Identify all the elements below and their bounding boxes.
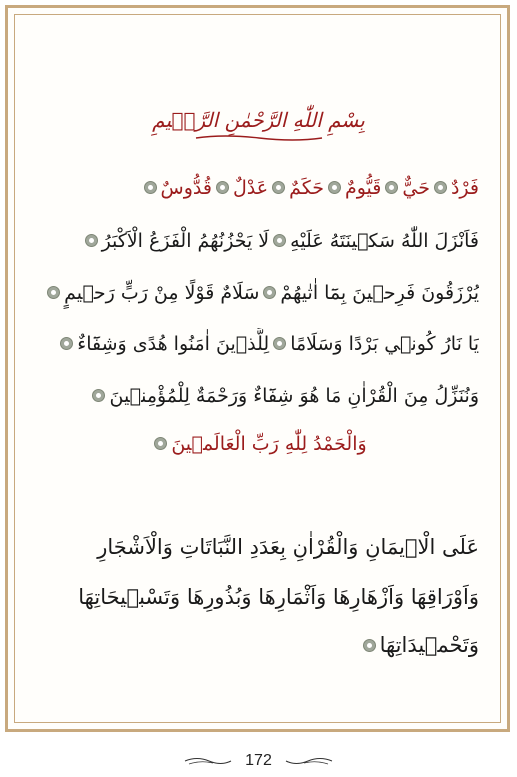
rosette-icon	[363, 639, 376, 652]
names-line	[30, 172, 479, 204]
verse-text: يَا نَارُ كُون۪ي بَرْدًا وَسَلَامًا	[290, 333, 479, 355]
hamd-line	[0, 428, 517, 460]
rosette-icon	[385, 181, 398, 194]
verse-text: لَا يَحْزُنُهُمُ الْفَزَعُ الْاَكْبَرُ	[101, 230, 270, 252]
rosette-icon	[47, 286, 60, 299]
verse-text: لِلَّذ۪ينَ اٰمَنُوا هُدًى وَشِفَٓاءٌ	[77, 333, 270, 355]
rosette-icon	[144, 181, 157, 194]
rosette-icon	[154, 437, 167, 450]
rosette-icon	[273, 337, 286, 350]
basmala-heading	[0, 108, 517, 142]
basmala-text: بِسْمِ اللّٰهِ الرَّحْمٰنِ الرَّح۪يمِ	[152, 108, 365, 132]
name-text: قُدُّوسٌ	[160, 177, 212, 199]
rosette-icon	[434, 181, 447, 194]
ornament-left-icon	[183, 755, 233, 767]
rosette-icon	[263, 286, 276, 299]
name-text: قَيُّومٌ	[344, 177, 382, 199]
rosette-icon	[92, 389, 105, 402]
name-text: حَكَمٌ	[289, 177, 324, 199]
verse-line	[30, 328, 479, 360]
rosette-icon	[328, 181, 341, 194]
basmala-flourish	[194, 134, 324, 142]
dua-line	[30, 578, 479, 616]
verse-line	[30, 225, 479, 257]
page-footer	[0, 752, 517, 770]
rosette-icon	[216, 181, 229, 194]
verse-line	[30, 380, 479, 412]
verse-text: وَنُنَزِّلُ مِنَ الْقُرْاٰنِ مَا هُوَ شِفَٓاءٌ وَرَحْمَةٌ لِلْمُؤْمِن۪ينَ	[109, 385, 479, 407]
dua-line	[30, 626, 479, 664]
dua-text: وَتَحْم۪يدَاتِهَا	[379, 633, 479, 657]
rosette-icon	[272, 181, 285, 194]
dua-text: عَلَى الْا۪يمَانِ وَالْقُرْاٰنِ بِعَدَدِ النَّبَاتَاتِ وَالْاَشْجَارِ	[97, 535, 479, 559]
verse-text: يُرْزَقُونَ فَرِح۪ينَ بِمَٓا اٰتٰيهُمْ	[280, 282, 479, 304]
verse-line	[30, 277, 479, 309]
ornament-right-icon	[284, 755, 334, 767]
name-text: فَرْدٌ	[450, 177, 479, 199]
verse-text: سَلَامٌ قَوْلًا مِنْ رَبٍّ رَح۪يمٍ	[64, 282, 260, 304]
rosette-icon	[85, 234, 98, 247]
verse-text: فَاَنْزَلَ اللّٰهُ سَك۪ينَتَهُ عَلَيْهِ	[290, 230, 479, 252]
dua-text: وَاَوْرَاقِهَا وَاَزْهَارِهَا وَاَثْمَارِهَا وَبُذُورِهَا وَتَسْب۪يحَاتِهَا	[78, 585, 479, 609]
name-text: عَدْلٌ	[232, 177, 269, 199]
hamd-text: وَالْحَمْدُ لِلّٰهِ رَبِّ الْعَالَم۪ينَ	[171, 433, 367, 455]
name-text: حَيٌّ	[402, 177, 430, 199]
rosette-icon	[273, 234, 286, 247]
rosette-icon	[60, 337, 73, 350]
page-number: 172	[245, 752, 272, 769]
dua-line	[30, 528, 479, 566]
